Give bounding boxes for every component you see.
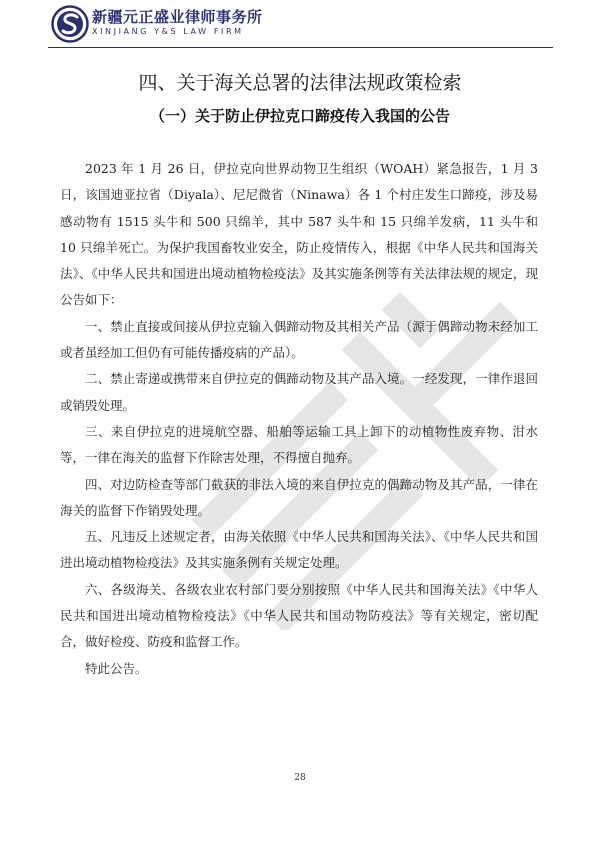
- paragraph-item-5: 五、凡违反上述规定者，由海关依照《中华人民共和国海关法》、《中华人民共和国进出境动植物检疫法》及其实施条例有关规定处理。: [60, 529, 538, 571]
- section-heading: 四、关于海关总署的法律法规政策检索: [138, 72, 462, 94]
- paragraph-item-1: 一、禁止直接或间接从伊拉克输入偶蹄动物及其相关产品（源于偶蹄动物未经加工或者虽经加工但仍有可能传播疫病的产品）。: [60, 318, 538, 361]
- header-divider: [48, 47, 553, 48]
- paragraph-closing: 特此公告。: [85, 660, 148, 676]
- page-number: 28: [294, 773, 306, 783]
- firm-name-en: XINJIANG Y&S LAW FIRM: [92, 27, 244, 36]
- paragraph-item-3: 三、来自伊拉克的进境航空器、船舶等运输工具上卸下的动植物性废弃物、泔水等，一律在海关的监督下作除害处理，不得擅自抛弃。: [60, 423, 538, 466]
- document-header: [50, 2, 570, 46]
- firm-logo-emblem: [50, 4, 90, 44]
- paragraph-item-6: 六、各级海关、各级农业农村部门要分别按照《中华人民共和国海关法》《中华人民共和国进出境动植物检疫法》《中华人民共和国动物防疫法》等有关规定，密切配合，做好检疫、防疫和监督工作。: [60, 581, 538, 650]
- paragraph-intro: 2023 年 1 月 26 日，伊拉克向世界动物卫生组织（WOAH）紧急报告，1 月 3 日，该国迪亚拉省（Diyala）、尼尼微省（Ninawa）各 1 个村庄发生口蹄疫，涉及易感动物有 1515 头牛和 500 只绵羊，其中 587 头牛和 15 只绵羊发病，11 头牛和 10 只绵羊死亡。为保护我国畜牧业安全，防止疫情传入，根据《中华人民共和国海关法》、《中华人民共和国进出境动植物检疫法》及其实施条例等有关法律法规的规定，现公告如下：: [60, 161, 538, 308]
- announcement-title: （一）关于防止伊拉克口蹄疫传入我国的公告: [149, 107, 450, 125]
- document-body: [60, 156, 538, 682]
- firm-name-cn: 新疆元正盛业律师事务所: [92, 8, 263, 26]
- paragraph-item-4: 四、对边防检查等部门截获的非法入境的来自伊拉克的偶蹄动物及其产品，一律在海关的监督下作销毁处理。: [60, 476, 538, 518]
- paragraph-item-2: 二、禁止寄递或携带来自伊拉克的偶蹄动物及其产品入境。一经发现，一律作退回或销毁处理。: [60, 371, 538, 413]
